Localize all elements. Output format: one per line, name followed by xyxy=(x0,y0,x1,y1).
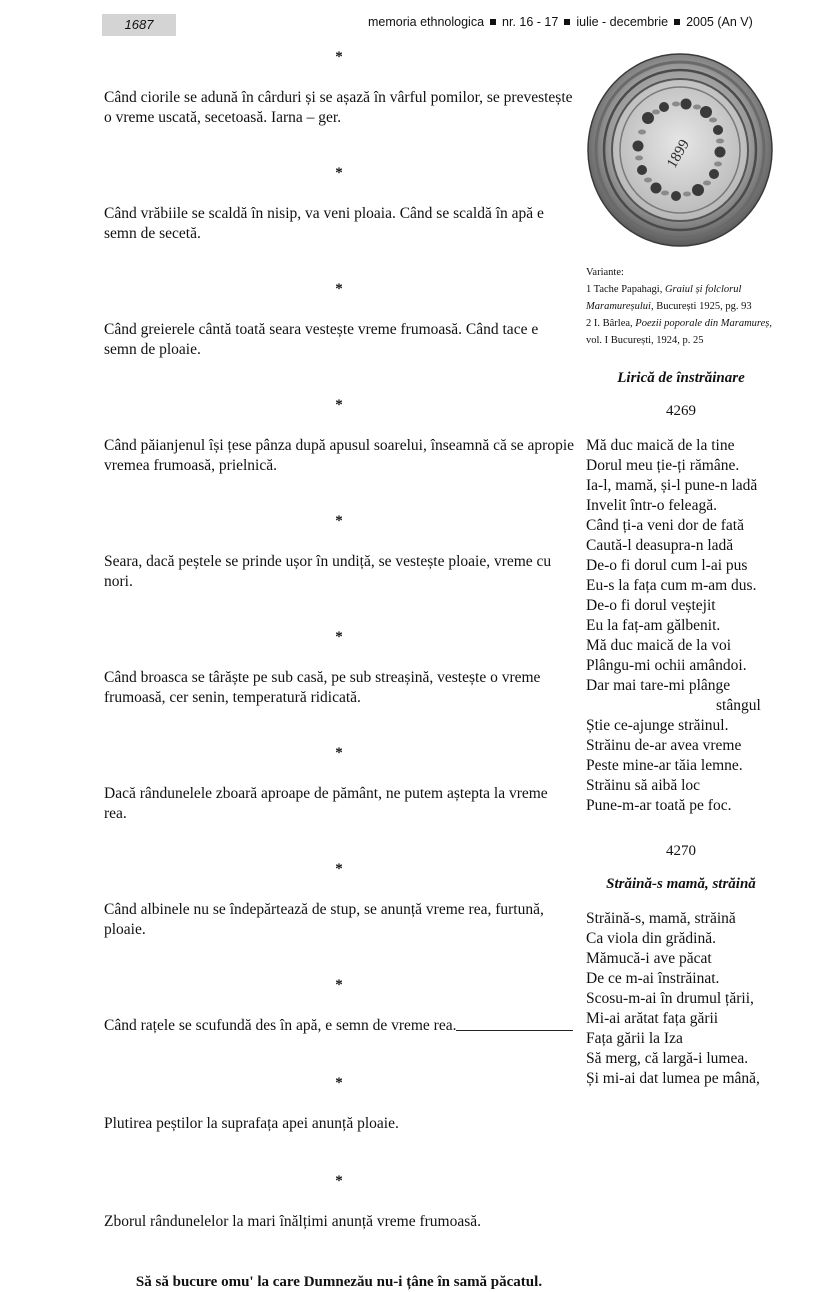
decorated-plate-photo xyxy=(586,52,774,253)
poem-line: Peste mine-ar tăia lemne. xyxy=(586,757,743,774)
note-1-title: Graiul și folclorul Maramureșului xyxy=(586,284,742,312)
square-bullet-icon xyxy=(564,19,570,25)
footnote-rule xyxy=(456,1030,573,1031)
plate-inscription: 1899 xyxy=(664,137,693,171)
saying-paragraph: Când vrăbiile se scaldă în nisip, va veni ploaia. Când se scaldă în apă e semn de secetă. xyxy=(104,205,544,242)
issue-number: nr. 16 - 17 xyxy=(502,15,559,29)
poem-number: 4270 xyxy=(666,843,696,859)
saying-paragraph: Plutirea peștilor la suprafața apei anunță ploaie. xyxy=(104,1115,399,1132)
note-2 xyxy=(586,315,776,349)
poem-line: Mămucă-i ave păcat xyxy=(586,950,712,967)
notes-heading: Variante: xyxy=(586,267,624,278)
poem-line: Mă duc maică de la tine xyxy=(586,437,735,454)
poem-body xyxy=(586,436,776,816)
separator: * xyxy=(335,281,343,297)
saying-paragraph: Când ciorile se adună în cârduri și se așază în vârful pomilor, se prevestește o vreme uscată, secetoasă. Iarna – ger. xyxy=(104,89,573,126)
poem-line: Eu la faț-am gălbenit. xyxy=(586,617,721,634)
saying-paragraph: Când albinele nu se îndepărtează de stup, se anunță vreme rea, furtună, ploaie. xyxy=(104,901,544,938)
note-2-author: 2 I. Bârlea, xyxy=(586,318,636,329)
separator: * xyxy=(335,861,343,877)
poem-line: Mă duc maică de la voi xyxy=(586,637,732,654)
poem-4270 xyxy=(586,843,776,1089)
poem-line: De ce m-ai înstrăinat. xyxy=(586,970,720,987)
separator: * xyxy=(335,165,343,181)
poem-line: Scosu-m-ai în drumul țării, xyxy=(586,990,754,1007)
poem-line: Eu-s la fața cum m-am dus. xyxy=(586,577,757,594)
issue-period: iulie - decembrie xyxy=(576,15,669,29)
saying-paragraph: Zborul rândunelelor la mari înălțimi anunță vreme frumoasă. xyxy=(104,1213,482,1230)
source-notes xyxy=(586,264,776,349)
separator: * xyxy=(335,513,343,529)
issue-year: 2005 (An V) xyxy=(686,15,753,29)
poem-line: Străină-s, mamă, străină xyxy=(586,910,736,927)
separator: * xyxy=(335,745,343,761)
poem-line: Plângu-mi ochii amândoi. xyxy=(586,657,747,674)
note-1-details: , București 1925, pg. 93 xyxy=(650,301,752,312)
separator: * xyxy=(335,1075,343,1091)
saying-paragraph: Când broasca se târăște pe sub casă, pe sub streașină, vestește o vreme frumoasă, cer senin, temperatură ridicată. xyxy=(104,669,541,706)
poem-line: Ia-l, mamă, și-l pune-n ladă xyxy=(586,477,758,494)
poem-line: Străinu de-ar avea vreme xyxy=(586,737,742,754)
poem-line: Invelit într-o feleagă. xyxy=(586,497,717,514)
saying-paragraph: Când păianjenul își țese pânza după apusul soarelui, înseamnă că se apropie vremea frumoasă, prielnică. xyxy=(104,437,575,474)
separator: * xyxy=(335,1173,343,1189)
separator: * xyxy=(335,49,343,65)
poem-body xyxy=(586,909,776,1089)
note-1 xyxy=(586,281,776,315)
poem-number: 4269 xyxy=(666,403,696,419)
poem-line: Ca viola din grădină. xyxy=(586,930,716,947)
separator: * xyxy=(335,397,343,413)
poem-line: Când ți-a veni dor de fată xyxy=(586,517,744,534)
poem-line: Știe ce-ajunge străinul. xyxy=(586,717,729,734)
poem-line: Să merg, că largă-i lumea. xyxy=(586,1050,749,1067)
separator: * xyxy=(335,977,343,993)
poem-line: Pune-m-ar toată pe foc. xyxy=(586,797,732,814)
square-bullet-icon xyxy=(674,19,680,25)
saying-paragraph: Când rațele se scufundă des în apă, e semn de vreme rea. xyxy=(104,1017,457,1034)
saying-paragraph: Seara, dacă peștele se prinde ușor în undiță, se vestește ploaie, vreme cu nori. xyxy=(104,553,552,590)
saying-paragraph: Când greierele cântă toată seara vestește vreme frumoasă. Când tace e semn de ploaie. xyxy=(104,321,539,358)
poem-4269 xyxy=(586,370,776,816)
poem-line: De-o fi dorul cum l-ai pus xyxy=(586,557,748,574)
journal-name: memoria ethnologica xyxy=(368,15,485,29)
poem-line: Fața gării la Iza xyxy=(586,1030,683,1047)
poem-line: Dorul meu ție-ți rămâne. xyxy=(586,457,740,474)
note-2-title: Poezii poporale din Maramureș xyxy=(635,318,770,329)
poem-title: Străină-s mamă, străină xyxy=(606,876,756,892)
poem-line: Și mi-ai dat lumea pe mână, xyxy=(586,1070,760,1087)
weather-sayings-column xyxy=(104,46,574,1292)
poem-line: De-o fi dorul veștejit xyxy=(586,597,716,614)
running-header xyxy=(368,14,753,30)
poem-line: Caută-l deasupra-n ladă xyxy=(586,537,734,554)
separator: * xyxy=(335,629,343,645)
poem-line: Străinu să aibă loc xyxy=(586,777,701,794)
saying-paragraph: Dacă rândunelele zboară aproape de pământ, ne putem aștepta la vreme rea. xyxy=(104,785,548,822)
closing-proverb: Să să bucure omu' la care Dumnezău nu-i țâne în samă păcatul. xyxy=(135,1274,543,1290)
note-1-author: 1 Tache Papahagi, xyxy=(586,284,665,295)
page-number: 1687 xyxy=(102,14,176,36)
poem-title: Lirică de înstrăinare xyxy=(617,370,745,386)
poem-line: Dar mai tare-mi plânge xyxy=(586,677,731,694)
square-bullet-icon xyxy=(490,19,496,25)
note-2-details: , vol. I București, 1924, p. 25 xyxy=(586,318,772,346)
poem-line-continuation: stângul xyxy=(716,697,761,714)
plate-image xyxy=(586,52,774,248)
poem-line: Mi-ai arătat fața gării xyxy=(586,1010,719,1027)
